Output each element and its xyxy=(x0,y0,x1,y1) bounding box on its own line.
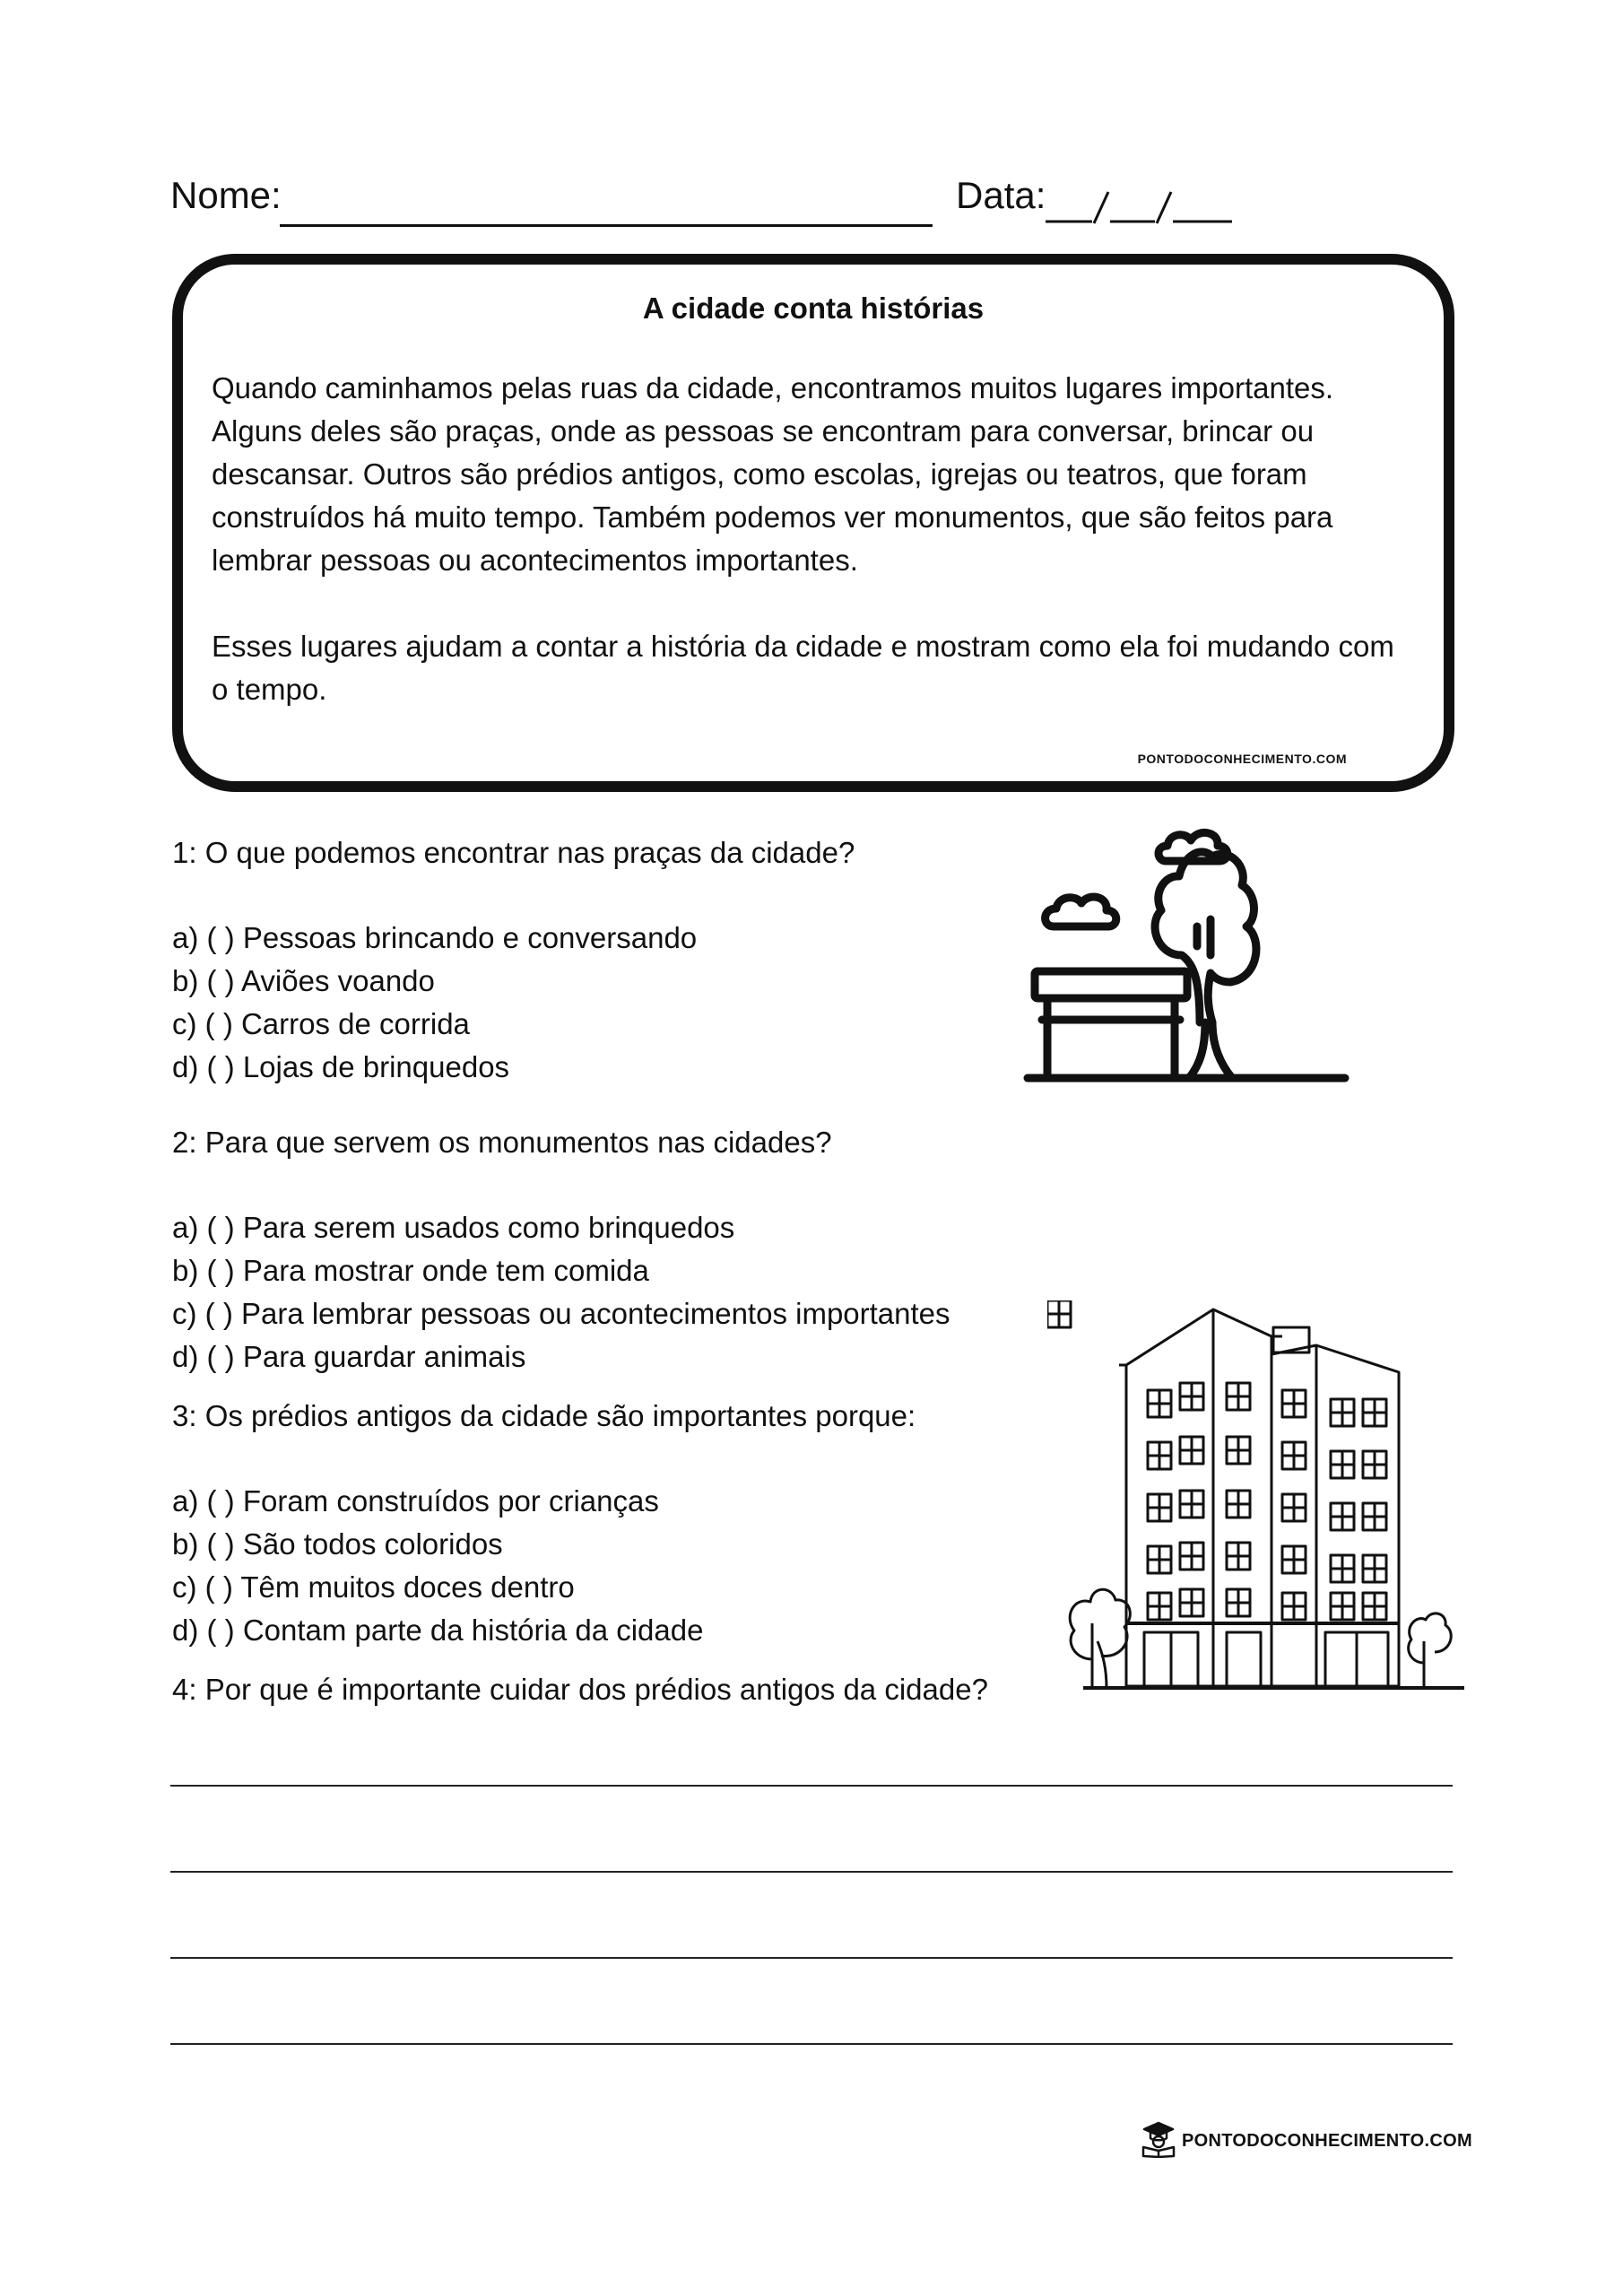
reading-text-box xyxy=(172,254,1454,792)
q3-option-b[interactable]: b) ( ) São todos coloridos xyxy=(172,1527,503,1561)
text-paragraph-2: Esses lugares ajudam a contar a história da cidade e mostram como ela foi mudando com o tempo. xyxy=(212,630,1394,706)
q1-option-d[interactable]: d) ( ) Lojas de brinquedos xyxy=(172,1050,510,1083)
q3-option-d[interactable]: d) ( ) Contam parte da história da cidade xyxy=(172,1613,704,1647)
date-slashes xyxy=(1046,185,1234,224)
apartment-building-icon xyxy=(1047,1300,1469,1695)
answer-line-3[interactable] xyxy=(170,1957,1453,1959)
question-2: 2: Para que servem os monumentos nas cidades? xyxy=(172,1126,832,1159)
answer-line-2[interactable] xyxy=(170,1871,1453,1873)
answer-line-1[interactable] xyxy=(170,1785,1453,1787)
q2-option-c[interactable]: c) ( ) Para lembrar pessoas ou acontecimentos importantes xyxy=(172,1297,950,1330)
text-paragraph-1: Quando caminhamos pelas ruas da cidade, encontramos muitos lugares importantes. Alguns deles são praças, onde as pessoas se encontram para conversar, brincar ou descansar. Outros são prédios antigos, como escolas, igrejas ou teatros, que foram construídos há muito tempo. Também podemos ver monumentos, que são feitos para lembrar pessoas ou acontecimentos importantes. xyxy=(212,371,1334,577)
name-label: Nome: xyxy=(170,174,282,216)
question-3: 3: Os prédios antigos da cidade são importantes porque: xyxy=(172,1399,916,1432)
q1-option-c[interactable]: c) ( ) Carros de corrida xyxy=(172,1007,470,1040)
q2-option-b[interactable]: b) ( ) Para mostrar onde tem comida xyxy=(172,1254,649,1287)
q2-option-a[interactable]: a) ( ) Para serem usados como brinquedos xyxy=(172,1211,735,1244)
q1-option-b[interactable]: b) ( ) Aviões voando xyxy=(172,964,435,997)
name-field-line[interactable] xyxy=(280,192,933,227)
q1-option-a[interactable]: a) ( ) Pessoas brincando e conversando xyxy=(172,921,698,954)
footer-brand xyxy=(1141,2120,1472,2162)
text-title: A cidade conta histórias xyxy=(642,291,985,325)
q2-option-d[interactable]: d) ( ) Para guardar animais xyxy=(172,1340,526,1373)
question-4: 4: Por que é importante cuidar dos prédios antigos da cidade? xyxy=(172,1673,988,1706)
answer-line-4[interactable] xyxy=(170,2043,1453,2045)
footer-text: PONTODOCONHECIMENTO.COM xyxy=(1182,2131,1472,2151)
box-watermark: PONTODOCONHECIMENTO.COM xyxy=(1137,752,1347,766)
q3-option-a[interactable]: a) ( ) Foram construídos por crianças xyxy=(172,1484,659,1518)
park-bench-tree-clouds-icon xyxy=(1022,821,1354,1090)
graduate-reading-book-icon xyxy=(1141,2120,1176,2162)
date-field[interactable] xyxy=(1046,185,1234,224)
question-1: 1: O que podemos encontrar nas praças da cidade? xyxy=(172,836,855,869)
q3-option-c[interactable]: c) ( ) Têm muitos doces dentro xyxy=(172,1570,575,1604)
date-label: Data: xyxy=(956,174,1046,216)
